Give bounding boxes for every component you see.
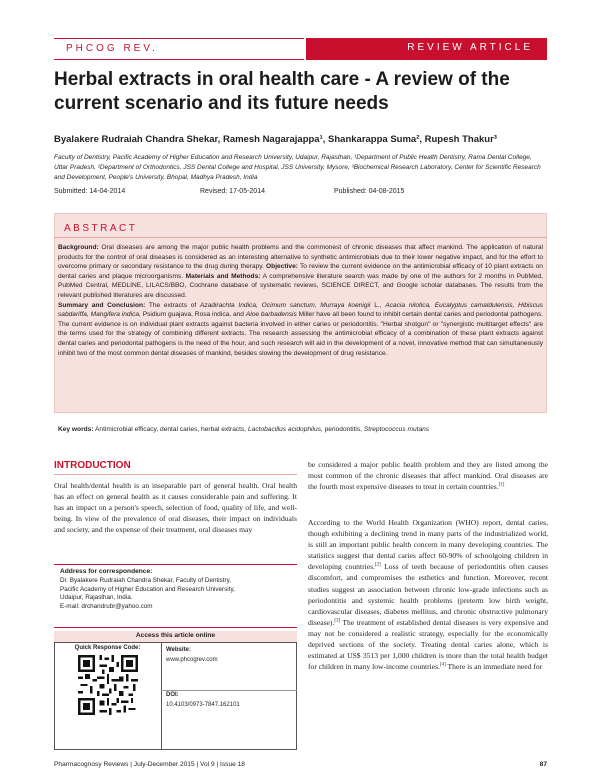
journal-header-bar	[54, 38, 547, 60]
abstract-heading: ABSTRACT	[64, 223, 138, 234]
introduction-paragraph-2	[308, 517, 548, 672]
journal-short-name-box	[54, 38, 304, 60]
species-list-1: Azadirachta Indica, Ocimum sanctum, Murraya koenigii	[199, 301, 371, 309]
article-type-box	[306, 38, 547, 60]
para2-text-b: Loss of teeth because of periodontitis often causes discomfort, and compromises the esthetics and function. Moreover, recent studies suggest an association between chronic low-grade infections such as periodontitis and systemic health problems (preterm low birth weight, cardiovascular diseases, diabetes mellitus, and chronic obstructive pulmonary disease).	[308, 562, 548, 627]
footer-citation: Pharmacognosy Reviews | July-December 2015 | Vol 9 | Issue 18	[54, 761, 245, 768]
published-date: Published: 04-08-2015	[334, 188, 405, 195]
summary-text-1: The extracts of	[148, 301, 197, 309]
qr-code-icon[interactable]	[78, 655, 138, 715]
para2-text-c: The treatment of established dental diseases is very expensive and may not be considered a realistic strategy, especially for the economically deprived sections of the society. Treating dental caries alone, which is estimated at US$ 3513 per 1,000 children is more than the total health budget for children in many low-income countries.	[308, 617, 548, 672]
para1-cont-text: be considered a major public health problem and they are listed among the most common of the chronic diseases that affect mankind. Oral diseases are the fourth most expensive diseases to treat in certain countries.	[308, 460, 548, 492]
introduction-heading: INTRODUCTION	[54, 460, 131, 471]
website-label: Website:	[166, 647, 191, 653]
submitted-date: Submitted: 14-04-2014	[54, 188, 126, 195]
keywords-plain: Antimicrobial efficacy, dental caries, herbal extracts,	[95, 426, 247, 433]
ref-3[interactable]: [3]	[334, 618, 341, 624]
introduction-rule	[54, 474, 297, 475]
background-label: Background:	[58, 244, 99, 251]
correspondence-line: Udaipur, Rajasthan, India.	[60, 594, 133, 602]
background-text: Oral diseases are among the major public health problems and the commonest of chronic diseases that affect mankind. The application of natural products for the control of oral diseases is considered as an interesting alternative to synthetic antimicrobials due to their lower negative impact, and for the effort to overcome primary or secondary resistance to the drug during therapy.	[58, 244, 543, 271]
correspondence-line: Pacific Academy of Higher Education and Research University,	[60, 585, 235, 593]
ref-1[interactable]: [1]	[498, 482, 505, 488]
summary-text-4: Miller have all been found to inhibit certain dental caries and periodontal pathogens. The current evidence is on individual plant extracts against bacteria involved in either caries or periodontitis. "Herbal shotgun" or "synergistic multitarget effects" are the terms used for the strategy of combining different extracts. The research assessing the antimicrobial efficacy of a combination of these plant extracts against dental caries and periodontal pathogens is the need of the hour, and such research will aid in the development of a novel, innovative method that can simultaneously inhibit two of the most common dental diseases of mankind, besides slowing the development of drug resistance.	[58, 311, 543, 357]
access-meta-divider	[161, 690, 297, 691]
doi-value[interactable]: 10.4103/0973-7847.162101	[166, 702, 240, 708]
access-online-heading: Access this article online	[135, 632, 216, 639]
introduction-paragraph-1: Oral health/dental health is an inseparable part of general health. Oral health has an effect on general health as it causes considerable pain and suffering. It has an impact on a person's speech, selection of food, quality of life, and well-being. In view of the prevalence of oral diseases, their impact on individuals and society, and the expense of their treatment, oral diseases may	[54, 481, 297, 535]
abstract-divider	[54, 237, 547, 238]
species-list-2: Acacia nilotica, Eucalyptus camaldulensis, Hibiscus sabdariffa, Mangifera indica,	[58, 301, 543, 319]
page-number: 87	[539, 761, 547, 768]
objective-text: To review the current evidence on the antimicrobial efficacy of 10 plant extracts on dental caries and plaque microorganisms.	[58, 263, 543, 280]
author-affiliations: Faculty of Dentistry, Pacific Academy of Higher Education and Research University, Udaipur, Rajasthan, ¹Department of Public Health Dentistry, Rama Dental College, Uttar Pradesh, ²Department of Orthodontics, JSS Dental College and Hospital, JSS University, Mysore, ³Biochemical Research Laboratory, Center for Scientific Research and Development, People's University, Bhopal, Madhya Pradesh, India	[54, 154, 541, 181]
page-footer	[54, 761, 547, 768]
methods-text: A comprehensive literature search was made by one of the authors for 2 months in PubMed, PubMed Central, MEDLINE, LILACS/BBO, Cochrane database of systematic reviews, SCIENCE DIRECT, and Google scholar databases. The results from the relevant published literatures are discussed.	[58, 272, 543, 299]
para2-text-a: According to the World Health Organization (WHO) report, dental caries, though exhibiting a declining trend in many parts of the industrialized world, is still an important public health concern in many developing countries. The statistics suggest that dental caries affect 60-90% of schoolgoing children in developing countries.	[308, 518, 548, 572]
keywords	[58, 425, 543, 435]
ref-4[interactable]: [4]	[440, 662, 446, 668]
journal-short-name: PHCOG REV.	[66, 43, 158, 54]
keywords-italic-1: Lactobacillus acidophilus,	[247, 426, 323, 433]
methods-label: Materials and Methods:	[185, 272, 261, 280]
correspondence-line: Dr. Byalakere Rudraiah Chandra Shekar, Faculty of Dentistry,	[60, 577, 232, 584]
introduction-paragraph-1-continued	[308, 459, 548, 492]
doi-label: DOI:	[166, 692, 179, 698]
article-type: REVIEW ARTICLE	[407, 42, 533, 53]
summary-label: Summary and Conclusion:	[58, 301, 146, 309]
summary-text-2: L.,	[374, 301, 382, 309]
correspondence-heading: Address for correspondence:	[60, 568, 153, 575]
website-link[interactable]: www.phcogrev.com	[166, 657, 218, 663]
correspondence-email[interactable]: E-mail: drchandrubr@yahoo.com	[60, 602, 153, 610]
access-online-header	[54, 631, 297, 643]
species-list-3: Aloe barbadensis	[245, 311, 297, 319]
abstract-body	[58, 243, 543, 358]
article-title: Herbal extracts in oral health care - A review of the current scenario and its future needs	[54, 69, 510, 114]
objective-label: Objective:	[266, 263, 298, 271]
keywords-label: Key words:	[58, 426, 94, 433]
keywords-plain-2: periodontitis,	[324, 426, 362, 433]
summary-text-3: Psidium guajava, Rosa indica, and	[142, 311, 244, 319]
ref-2[interactable]: [2]	[374, 562, 381, 568]
para2-text-d: There is an immediate need for	[447, 662, 543, 672]
revised-date: Revised: 17-05-2014	[200, 188, 265, 195]
author-list: Byalakere Rudraiah Chandra Shekar, Ramesh Nagarajappa¹, Shankarappa Suma², Rupesh Thakur³	[54, 134, 497, 145]
access-divider	[161, 643, 162, 750]
qr-code-label: Quick Response Code:	[74, 645, 141, 651]
correspondence-address	[60, 577, 295, 611]
keywords-italic-2: Streptococcus mutans	[363, 426, 430, 433]
